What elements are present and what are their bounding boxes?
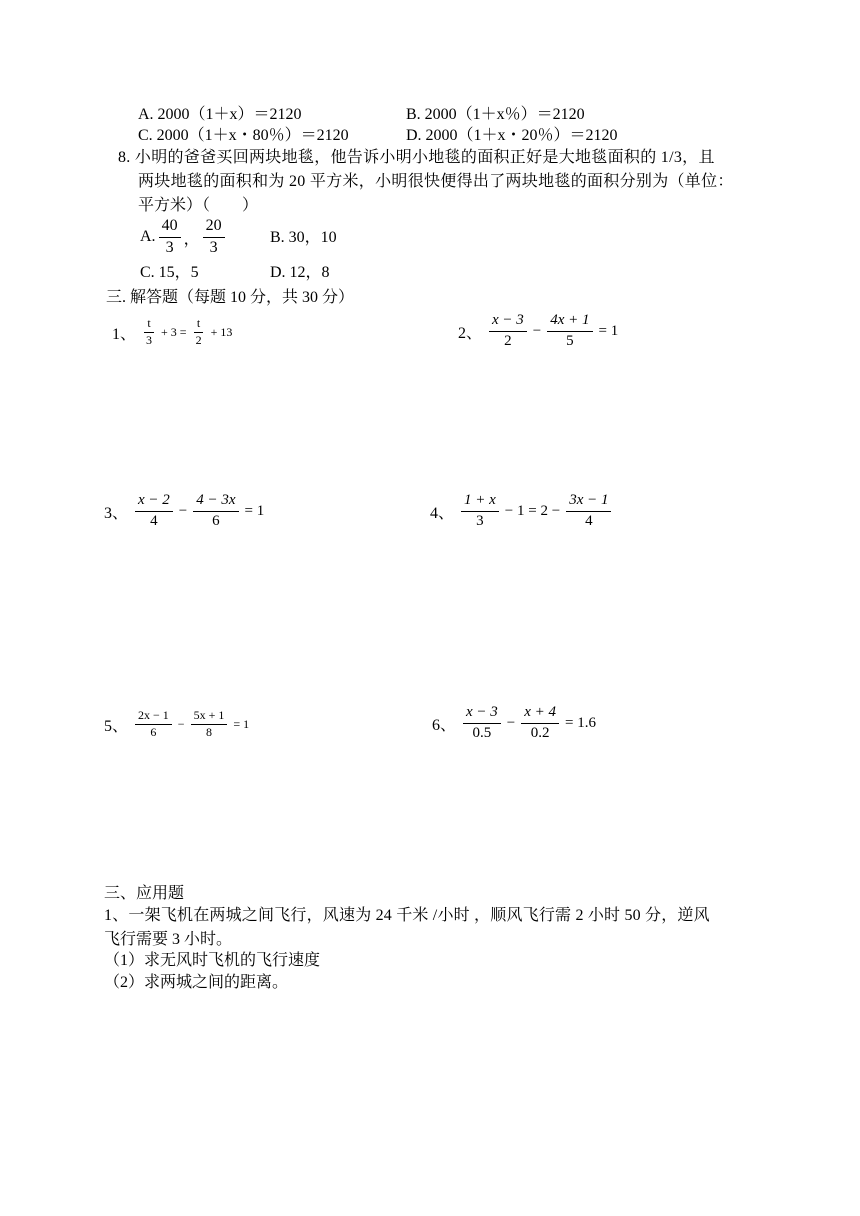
problem-1-label: 1、 [112,325,137,343]
section-3-heading: 三. 解答题（每题 10 分，共 30 分） [106,289,355,306]
fraction-denominator: 5 [566,332,574,349]
problem-4-label: 4、 [430,504,455,522]
operator: = 1 [244,502,265,519]
operator: + 13 [210,324,233,339]
problem-6-fraction-2 [521,704,559,742]
operator: − [178,502,188,519]
problem-3-fraction-1 [135,492,173,530]
fraction-denominator: 4 [585,512,593,529]
problem-4-fraction-1 [461,492,499,530]
q8-option-a-fraction-1 [159,217,181,257]
fraction-denominator: 3 [165,238,174,256]
fraction-numerator: 4 − 3x [193,492,238,511]
fraction-denominator: 3 [476,512,484,529]
q7-option-a: A. 2000（1＋x）＝2120 [138,106,302,123]
operator: = 1.6 [565,714,597,731]
operator: − [532,322,542,339]
q8-option-b: B. 30，10 [270,229,337,246]
problem-3-label: 3、 [104,504,129,522]
operator: − [177,716,185,731]
problem-3 [104,488,267,534]
q8-option-d: D. 12，8 [270,264,330,281]
problem-4 [430,488,620,534]
fraction-denominator: 3 [209,238,218,256]
fraction-denominator: 3 [146,332,153,347]
problem-2-label: 2、 [458,324,483,342]
fraction-denominator: 2 [504,332,512,349]
application-q1-line2: 飞行需要 3 小时。 [104,931,233,948]
problem-5-fraction-2 [191,709,228,740]
problem-2 [458,308,621,354]
q7-option-d: D. 2000（1＋x・20％）＝2120 [406,127,618,144]
problem-4-fraction-2 [566,492,611,530]
operator: − [506,714,516,731]
fraction-denominator: 0.2 [530,724,550,741]
q8-line1: 8. 小明的爸爸买回两块地毯，他告诉小明小地毯的面积正好是大地毯面积的 1/3，且 [118,149,715,166]
fraction-denominator: 0.5 [472,724,492,741]
fraction-denominator: 8 [205,724,212,739]
q7-option-c: C. 2000（1＋x・80％）＝2120 [138,127,349,144]
problem-2-fraction-2 [547,312,592,350]
fraction-numerator: 2x − 1 [135,709,172,725]
fraction-denominator: 6 [212,512,220,529]
operator: = 1 [598,322,619,339]
fraction-numerator: 20 [203,217,225,237]
problem-1-fraction-2 [193,317,205,348]
application-heading: 三、应用题 [104,885,185,902]
fraction-numerator: x − 3 [463,704,501,723]
problem-3-fraction-2 [193,492,238,530]
problem-6 [432,700,599,746]
application-subquestion-1: （1）求无风时飞机的飞行速度 [104,952,321,969]
problem-2-fraction-1 [489,312,527,350]
operator: = 1 [233,716,250,731]
q8-line3: 平方米）（ ） [138,197,259,214]
problem-5-fraction-1 [135,709,172,740]
q8-line2: 两块地毯的面积和为 20 平方米，小明很快便得出了两块地毯的面积分别为（单位： [138,173,734,190]
q8-option-a-separator: ， [183,230,200,248]
fraction-numerator: 5x + 1 [191,709,228,725]
fraction-denominator: 4 [150,512,158,529]
operator: − 1 = 2 − [504,502,561,519]
fraction-numerator: 40 [159,217,181,237]
q8-option-a-fraction-2 [203,217,225,257]
problem-1-fraction-1 [143,317,155,348]
q7-option-b: B. 2000（1＋x％）＝2120 [406,106,585,123]
application-q1-line1: 1、一架飞机在两城之间飞行，风速为 24 千米 /小时 ，顺风飞行需 2 小时 50 分，逆风 [104,907,710,924]
q8-option-c: C. 15，5 [140,264,199,281]
problem-6-fraction-1 [463,704,501,742]
q8-option-a-label: A. [140,228,156,245]
q8-option-a [140,216,228,258]
problem-1 [112,312,235,352]
fraction-denominator: 6 [150,724,157,739]
problem-6-label: 6、 [432,716,457,734]
operator: + 3 = [161,324,187,339]
fraction-numerator: x + 4 [521,704,559,723]
fraction-numerator: t [144,317,153,333]
fraction-numerator: 3x − 1 [566,492,611,511]
fraction-numerator: x − 3 [489,312,527,331]
fraction-numerator: 1 + x [461,492,499,511]
fraction-numerator: x − 2 [135,492,173,511]
application-subquestion-2: （2）求两城之间的距离。 [104,974,289,991]
fraction-denominator: 2 [195,332,202,347]
problem-5-label: 5、 [104,717,129,735]
fraction-numerator: 4x + 1 [547,312,592,331]
problem-5 [104,704,252,744]
fraction-numerator: t [194,317,203,333]
